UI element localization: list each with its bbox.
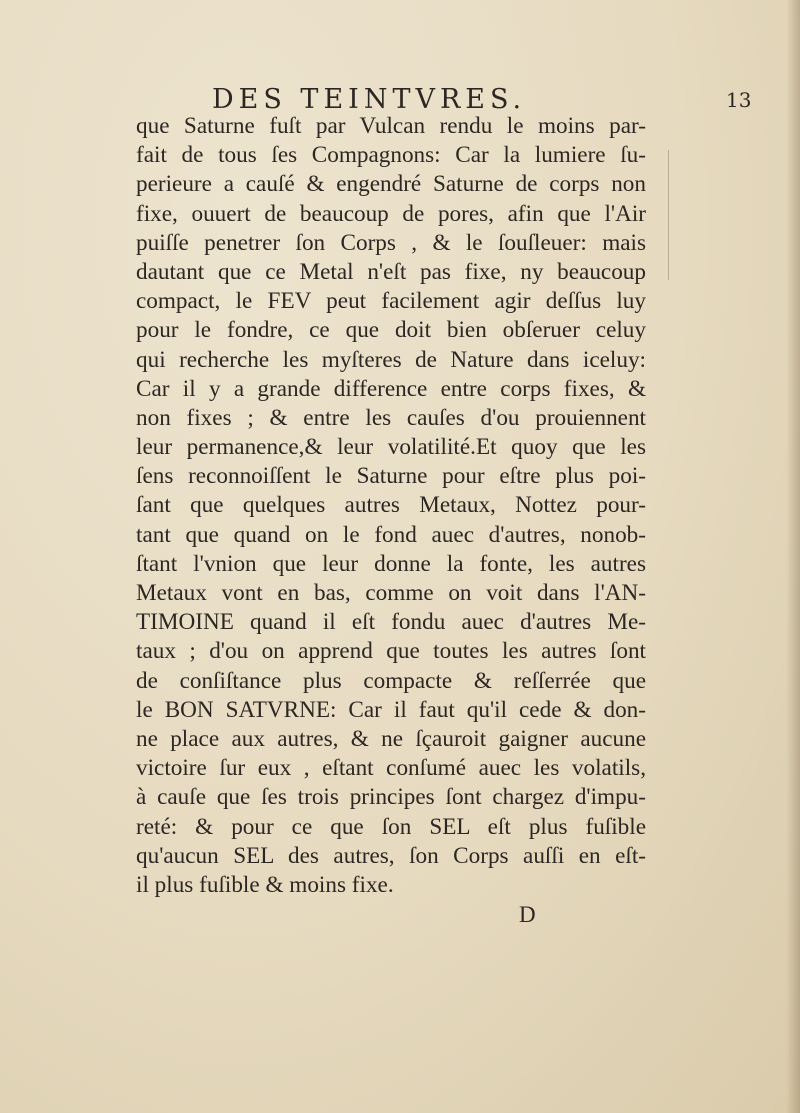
text-line: le BON SATVRNE: Car il faut qu'il cede & don- (136, 696, 646, 723)
text-line: fait de tous ſes Compagnons: Car la lumiere ſu- (136, 142, 646, 169)
body-text (136, 112, 646, 900)
text-line: ſtant l'vnion que leur donne la fonte, les autres (136, 550, 646, 577)
text-line: victoire ſur eux , eſtant conſumé auec les volatils, (136, 755, 646, 782)
running-title: DES TEINTVRES. (212, 84, 527, 115)
page-edge-shadow (786, 0, 800, 1113)
text-line: tant que quand on le fond auec d'autres, nonob- (136, 521, 646, 548)
text-line: compact, le FEV peut facilement agir deſſus luy (136, 288, 646, 315)
margin-stain (662, 150, 669, 280)
text-line: taux ; d'ou on apprend que toutes les autres ſont (136, 638, 646, 665)
text-line: leur permanence,& leur volatilité.Et quoy que les (136, 434, 646, 461)
text-line: Metaux vont en bas, comme on voit dans l'AN- (136, 580, 646, 606)
text-line: qu'aucun SEL des autres, ſon Corps auſſi en eſt- (136, 842, 646, 869)
text-line: de conſiſtance plus compacte & reſſerrée que (136, 667, 646, 694)
text-line: fixe, ouuert de beaucoup de pores, afin que l'Air (136, 200, 646, 227)
text-line: reté: & pour ce que ſon SEL eſt plus fuſible (136, 813, 646, 840)
text-line: dautant que ce Metal n'eſt pas fixe, ny beaucoup (136, 258, 646, 285)
text-line: à cauſe que ſes trois principes ſont chargez d'impu- (136, 784, 646, 811)
page-number: 13 (726, 88, 752, 112)
text-line: qui recherche les myſteres de Nature dans iceluy: (136, 346, 646, 373)
catchword: D (519, 902, 536, 927)
text-line: puiſſe penetrer ſon Corps , & le ſouſleuer: mais (136, 229, 646, 256)
text-line: que Saturne fuſt par Vulcan rendu le moins par- (136, 113, 646, 139)
text-line: pour le fondre, ce que doit bien obſeruer celuy (136, 317, 646, 344)
text-line: il plus fuſible & moins fixe. (136, 871, 394, 898)
text-line: TIMOINE quand il eſt fondu auec d'autres Me- (136, 609, 646, 636)
text-line: ne place aux autres, & ne ſçauroit gaigner aucune (136, 725, 646, 752)
text-line: perieure a cauſé & engendré Saturne de corps non (136, 171, 646, 198)
text-line: Car il y a grande difference entre corps fixes, & (136, 375, 646, 402)
text-line: non fixes ; & entre les cauſes d'ou prouiennent (136, 404, 646, 431)
text-line: ſant que quelques autres Metaux, Nottez pour- (136, 492, 646, 519)
text-line: ſens reconnoiſſent le Saturne pour eſtre plus poi- (136, 463, 646, 490)
